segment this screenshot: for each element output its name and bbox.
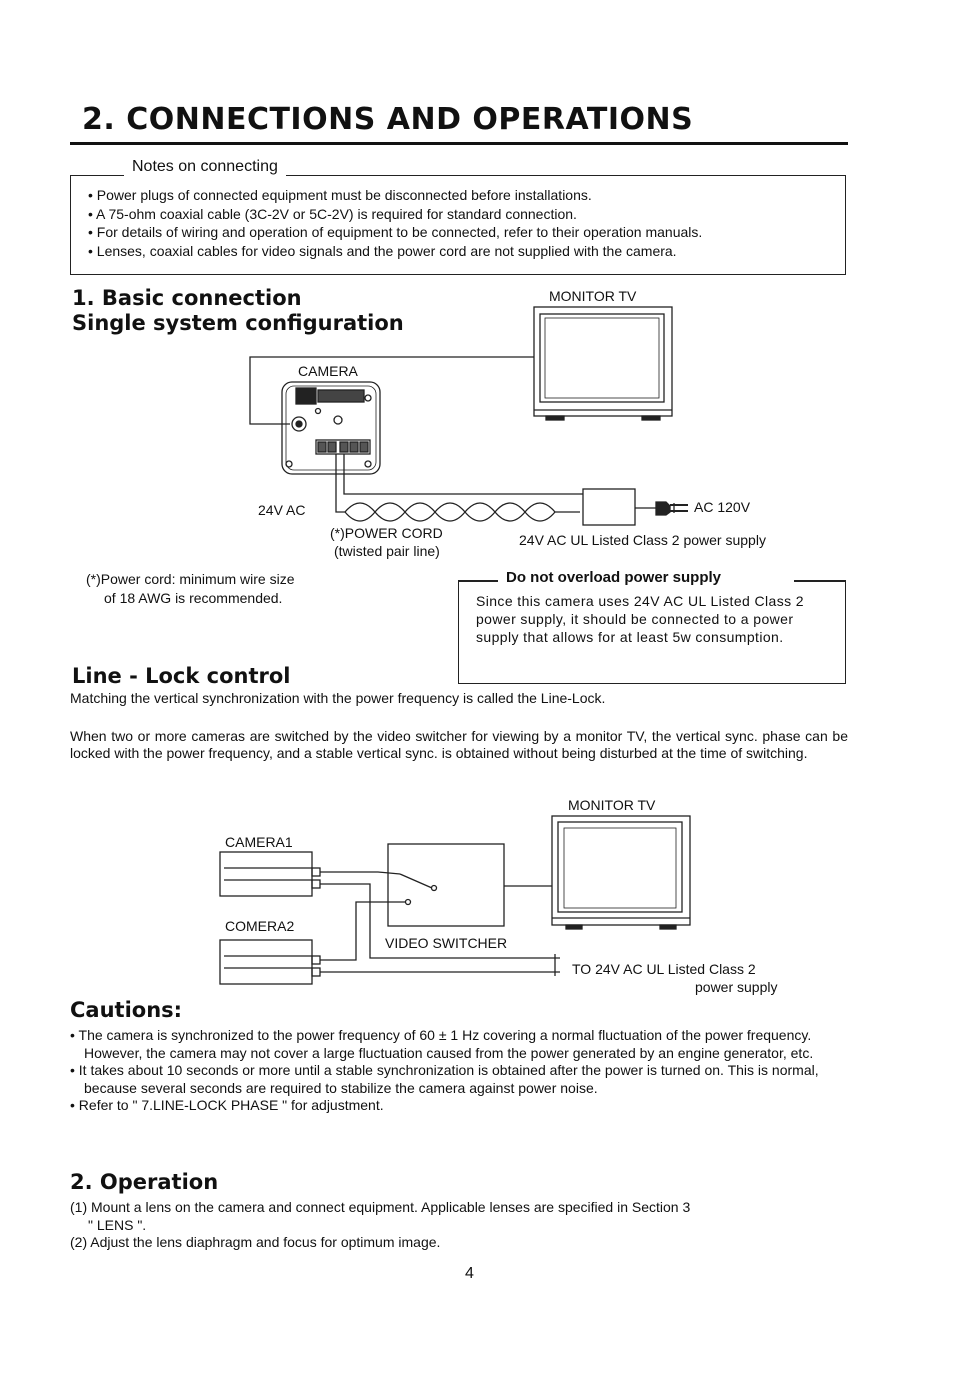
notes-item: • For details of wiring and operation of equipment to be connected, refer to their operation manuals. [88, 224, 703, 240]
footnote-line1: (*)Power cord: minimum wire size [86, 571, 295, 587]
page-number: 4 [465, 1265, 474, 1282]
camera-icon [282, 382, 380, 474]
camera1-icon [220, 852, 320, 896]
notes-item: • Power plugs of connected equipment must be disconnected before installations. [88, 187, 592, 203]
psu-label: 24V AC UL Listed Class 2 power supply [519, 532, 766, 548]
warning-text: Since this camera uses 24V AC UL Listed Class 2 power supply, it should be connected to a power supply that allows for at least 5w consumption. [476, 593, 804, 645]
power-supply-icon [580, 489, 656, 525]
psu-label-2-line2: power supply [695, 979, 778, 995]
caution-item: • It takes about 10 seconds or more until a stable synchronization is obtained after the power is turned on. This is normal, because several seconds are required to stabilize the camera against power noise. [70, 1062, 819, 1096]
page-title: 2. CONNECTIONS AND OPERATIONS [82, 102, 694, 137]
video-switcher-label: VIDEO SWITCHER [385, 935, 508, 951]
video-switcher-icon [388, 844, 504, 926]
warning-heading: Do not overload power supply [506, 569, 722, 586]
operation-step-1: (1) Mount a lens on the camera and connect equipment. Applicable lenses are specified in Section 3 [70, 1199, 691, 1215]
power-plug-icon [656, 502, 688, 515]
camera2-label: COMERA2 [225, 918, 295, 934]
monitor-tv-2-icon [552, 816, 690, 929]
operation-heading: 2. Operation [70, 1170, 219, 1194]
monitor-tv-icon [534, 307, 672, 420]
camera1-label: CAMERA1 [225, 834, 293, 850]
ac120-label: AC 120V [694, 499, 751, 515]
video-cable [250, 357, 534, 424]
monitor-tv-label-2: MONITOR TV [568, 797, 656, 813]
monitor-tv-label: MONITOR TV [549, 288, 637, 304]
operation-step-1-cont: " LENS ". [88, 1216, 147, 1233]
caution-item: • The camera is synchronized to the power frequency of 60 ± 1 Hz covering a normal fluctuation of the power frequency. However, the camera may not cover a large fluctuation caused from the power generated by an engine generator, etc. [70, 1027, 814, 1061]
notes-item: • Lenses, coaxial cables for video signals and the power cord are not supplied with the camera. [88, 242, 677, 259]
twisted-pair-label: (twisted pair line) [334, 543, 440, 559]
twisted-pair-cable [345, 503, 555, 521]
basic-connection-heading: 1. Basic connection [72, 286, 302, 310]
twisted-pair-cable [345, 503, 555, 521]
footnote-line2: of 18 AWG is recommended. [104, 590, 283, 606]
line-lock-heading: Line - Lock control [72, 664, 291, 688]
cautions-heading: Cautions: [70, 998, 183, 1022]
single-system-heading: Single system configuration [72, 311, 404, 335]
line-lock-para1: Matching the vertical synchronization with the power frequency is called the Line-Lock. [70, 690, 606, 706]
power-cord-label: (*)POWER CORD [330, 525, 443, 541]
psu-label-2-line1: TO 24V AC UL Listed Class 2 [572, 961, 756, 977]
camera-label: CAMERA [298, 363, 358, 379]
operation-step-2: (2) Adjust the lens diaphragm and focus for optimum image. [70, 1234, 441, 1250]
ac24-label: 24V AC [258, 502, 306, 518]
camera2-icon [220, 940, 320, 984]
notes-item: • A 75-ohm coaxial cable (3C-2V or 5C-2V) is required for standard connection. [88, 205, 577, 222]
caution-item: • Refer to " 7.LINE-LOCK PHASE " for adjustment. [70, 1097, 384, 1113]
notes-heading: Notes on connecting [124, 158, 286, 176]
line-lock-para2: When two or more cameras are switched by the video switcher for viewing by a monitor TV, the vertical sync. phase can be locked with the power frequency, and a stable vertical sync. is obtained without being disturbed at the time of switching. [70, 728, 848, 761]
